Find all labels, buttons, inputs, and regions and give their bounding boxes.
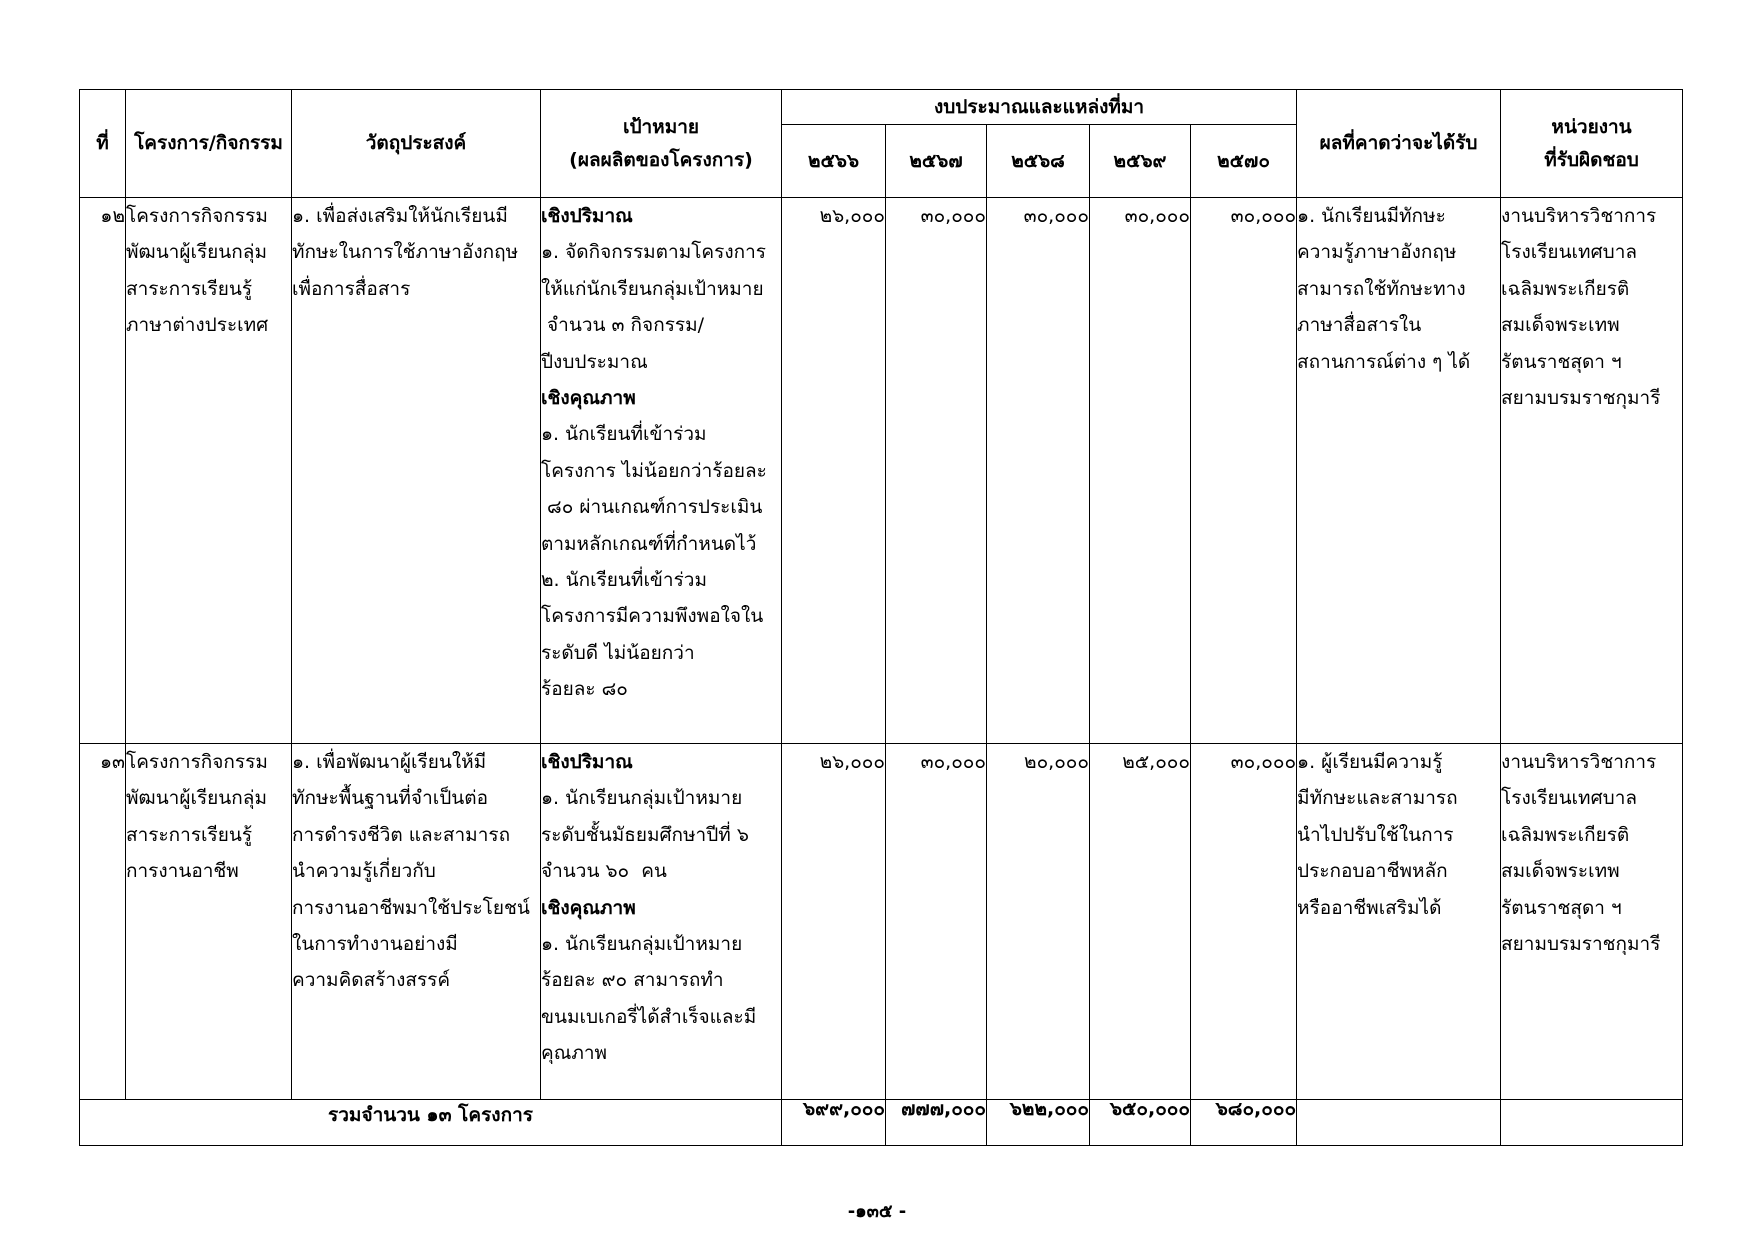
text-line: โครงการกิจกรรม — [126, 751, 268, 773]
header-year: ๒๕๗๐ — [1191, 125, 1297, 198]
header-no: ที่ — [80, 90, 126, 198]
text-line: เฉลิมพระเกียรติ — [1501, 277, 1630, 300]
header-unit — [1501, 90, 1683, 198]
total-empty-cell — [1501, 1100, 1683, 1146]
text-line: การงานอาชีพมาใช้ประโยชน์ — [292, 896, 530, 919]
text-line: ๒. นักเรียนที่เข้าร่วม — [541, 569, 707, 592]
text-line: ภาษาต่างประเทศ — [126, 314, 269, 337]
total-value: ๖๕๐,๐๐๐ — [1090, 1100, 1191, 1146]
unit-cell — [1501, 198, 1683, 744]
budget-value: ๓๐,๐๐๐ — [886, 744, 987, 1100]
text-line: ขนมเบเกอรี่ได้สำเร็จและมี — [541, 1005, 757, 1028]
text-line: การดำรงชีวิต และสามารถ — [292, 823, 511, 846]
header-target — [541, 90, 782, 198]
text-line: การงานอาชีพ — [126, 860, 239, 883]
objective-cell — [292, 198, 541, 744]
text-line: พัฒนาผู้เรียนกลุ่ม — [126, 787, 267, 810]
project-table — [79, 89, 1683, 1146]
text-line: จำนวน ๖๐ คน — [541, 860, 667, 883]
text-line: ๑. นักเรียนกลุ่มเป้าหมาย — [541, 933, 743, 956]
text-line: ตามหลักเกณฑ์ที่กำหนดไว้ — [541, 532, 757, 555]
header-unit-line2: ที่รับผิดชอบ — [1544, 148, 1639, 171]
budget-value: ๓๐,๐๐๐ — [886, 198, 987, 744]
project-cell — [126, 198, 292, 744]
header-target-line2: (ผลผลิตของโครงการ) — [569, 148, 753, 171]
text-line: เพื่อการสื่อสาร — [292, 277, 411, 300]
total-label: รวมจำนวน ๑๓ โครงการ — [80, 1100, 782, 1146]
text-line: โรงเรียนเทศบาล — [1501, 241, 1638, 264]
total-value: ๖๘๐,๐๐๐ — [1191, 1100, 1297, 1146]
table-row — [80, 198, 1683, 744]
text-line: ๑. นักเรียนกลุ่มเป้าหมาย — [541, 787, 743, 810]
text-line: สมเด็จพระเทพ — [1501, 860, 1620, 883]
text-line: ความคิดสร้างสรรค์ — [292, 969, 451, 992]
text-line: ๑. นักเรียนมีทักษะ — [1297, 205, 1446, 227]
text-line: สาระการเรียนรู้ — [126, 277, 253, 300]
budget-value: ๒๖,๐๐๐ — [782, 198, 886, 744]
budget-value: ๒๖,๐๐๐ — [782, 744, 886, 1100]
header-objective: วัตถุประสงค์ — [292, 90, 541, 198]
header-year: ๒๕๖๘ — [987, 125, 1090, 198]
text-line: ระดับชั้นมัธยมศึกษาปีที่ ๖ — [541, 823, 749, 846]
text-line: ปีงบประมาณ — [541, 350, 648, 373]
header-budget: งบประมาณและแหล่งที่มา — [782, 90, 1297, 125]
text-line: ให้แก่นักเรียนกลุ่มเป้าหมาย — [541, 277, 764, 300]
target-cell — [541, 198, 782, 744]
text-line: ๑. เพื่อส่งเสริมให้นักเรียนมี — [292, 205, 508, 227]
text-line: นำความรู้เกี่ยวกับ — [292, 860, 436, 883]
page-number: -๑๓๕ - — [847, 1201, 907, 1222]
header-expected: ผลที่คาดว่าจะได้รับ — [1297, 90, 1501, 198]
table-row — [80, 744, 1683, 1100]
text-line: ๘๐ ผ่านเกณฑ์การประเมิน — [541, 496, 763, 519]
target-heading: เชิงคุณภาพ — [541, 896, 636, 919]
text-line: คุณภาพ — [541, 1042, 608, 1065]
text-line: จำนวน ๓ กิจกรรม/ — [541, 314, 705, 337]
text-line: ๑. จัดกิจกรรมตามโครงการ — [541, 241, 766, 264]
target-heading: เชิงปริมาณ — [541, 205, 633, 227]
text-line: ในการทำงานอย่างมี — [292, 933, 458, 956]
text-line: สถานการณ์ต่าง ๆ ได้ — [1297, 350, 1471, 373]
target-heading: เชิงคุณภาพ — [541, 387, 636, 410]
text-line: ระดับดี ไม่น้อยกว่า — [541, 641, 695, 664]
text-line: สาระการเรียนรู้ — [126, 823, 253, 846]
text-line: ร้อยละ ๙๐ สามารถทำ — [541, 969, 724, 992]
text-line: โครงการมีความพึงพอใจใน — [541, 605, 764, 628]
text-line: สามารถใช้ทักษะทาง — [1297, 277, 1466, 300]
text-line: ภาษาสื่อสารใน — [1297, 314, 1422, 337]
total-value: ๖๒๒,๐๐๐ — [987, 1100, 1090, 1146]
text-line: สยามบรมราชกุมารี — [1501, 387, 1661, 410]
text-line: มีทักษะและสามารถ — [1297, 787, 1458, 810]
text-line: โครงการ ไม่น้อยกว่าร้อยละ — [541, 459, 767, 482]
target-cell — [541, 744, 782, 1100]
text-line: สมเด็จพระเทพ — [1501, 314, 1620, 337]
text-line: ทักษะในการใช้ภาษาอังกฤษ — [292, 241, 519, 264]
header-year: ๒๕๖๙ — [1090, 125, 1191, 198]
text-line: พัฒนาผู้เรียนกลุ่ม — [126, 241, 267, 264]
budget-value: ๓๐,๐๐๐ — [1090, 198, 1191, 744]
project-cell — [126, 744, 292, 1100]
expected-cell — [1297, 744, 1501, 1100]
text-line: ร้อยละ ๘๐ — [541, 678, 628, 701]
text-line: ความรู้ภาษาอังกฤษ — [1297, 241, 1457, 264]
header-year: ๒๕๖๗ — [886, 125, 987, 198]
text-line: ๑. ผู้เรียนมีความรู้ — [1297, 751, 1443, 773]
expected-cell — [1297, 198, 1501, 744]
total-value: ๖๙๙,๐๐๐ — [782, 1100, 886, 1146]
text-line: สยามบรมราชกุมารี — [1501, 933, 1661, 956]
budget-value: ๓๐,๐๐๐ — [987, 198, 1090, 744]
header-target-line1: เป้าหมาย — [622, 115, 700, 138]
text-line: เฉลิมพระเกียรติ — [1501, 823, 1630, 846]
target-heading: เชิงปริมาณ — [541, 751, 633, 773]
total-empty-cell — [1297, 1100, 1501, 1146]
text-line: รัตนราชสุดา ฯ — [1501, 896, 1622, 919]
text-line: รัตนราชสุดา ฯ — [1501, 350, 1622, 373]
total-row — [80, 1100, 1683, 1146]
header-year: ๒๕๖๖ — [782, 125, 886, 198]
objective-cell — [292, 744, 541, 1100]
text-line: ๑. นักเรียนที่เข้าร่วม — [541, 423, 707, 446]
total-value: ๗๗๗,๐๐๐ — [886, 1100, 987, 1146]
budget-value: ๓๐,๐๐๐ — [1191, 198, 1297, 744]
text-line: ๑. เพื่อพัฒนาผู้เรียนให้มี — [292, 751, 487, 773]
row-number: ๑๒ — [80, 198, 126, 744]
text-line: ประกอบอาชีพหลัก — [1297, 860, 1448, 883]
text-line: หรืออาชีพเสริมได้ — [1297, 896, 1442, 919]
budget-value: ๒๐,๐๐๐ — [987, 744, 1090, 1100]
text-line: ทักษะพื้นฐานที่จำเป็นต่อ — [292, 787, 489, 810]
row-number: ๑๓ — [80, 744, 126, 1100]
header-project: โครงการ/กิจกรรม — [126, 90, 292, 198]
header-unit-line1: หน่วยงาน — [1551, 115, 1632, 138]
text-line: โครงการกิจกรรม — [126, 205, 268, 227]
budget-value: ๒๕,๐๐๐ — [1090, 744, 1191, 1100]
budget-value: ๓๐,๐๐๐ — [1191, 744, 1297, 1100]
unit-cell — [1501, 744, 1683, 1100]
text-line: งานบริหารวิชาการ — [1501, 751, 1657, 773]
text-line: งานบริหารวิชาการ — [1501, 205, 1657, 227]
text-line: นำไปปรับใช้ในการ — [1297, 823, 1454, 846]
text-line: โรงเรียนเทศบาล — [1501, 787, 1638, 810]
